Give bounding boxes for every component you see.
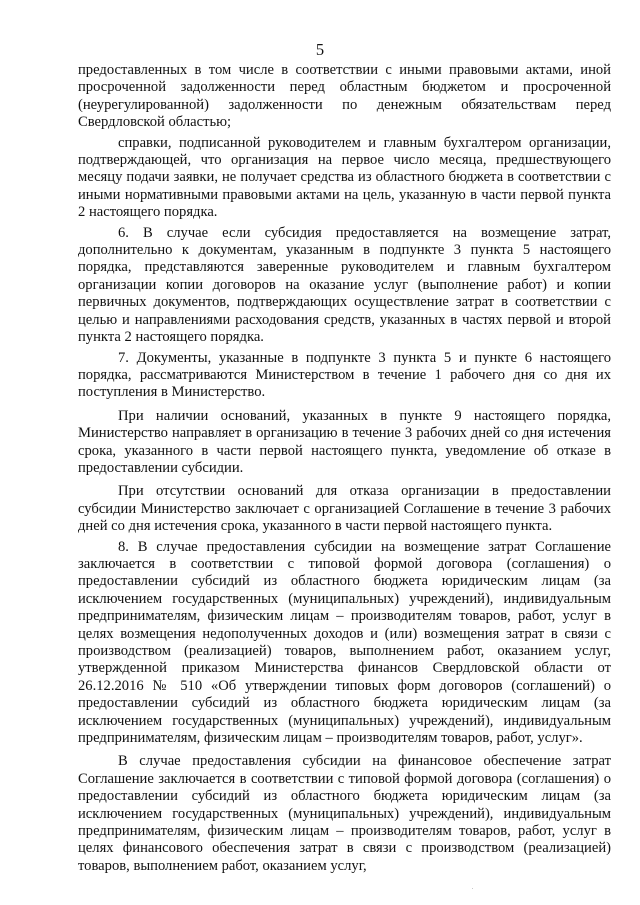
paragraph-item-8: 8. В случае предоставления субсидии на возмещение затрат Соглашение заключается в соответствии с типовой формой договора (соглашения) о предоставлении субсидий из областного бюджета юридическим лицам (за исключением государственных (муниципальных) учреждений), индивидуальным предпринимателям, физическим лицам – производителям товаров, работ, услуг в целях возмещения недополученных доходов и (или) возмещения затрат в связи с производством (реализацией) товаров, выполнением работ, оказанием услуг, утвержденной приказом Министерства финансов Свердловской области от 26.12.2016 № 510 «Об утверждении типовых форм договоров (соглашений) о предоставлении субсидий из областного бюджета юридическим лицам (за исключением государственных (муниципальных) учреждений), индивидуальным предпринимателям, физическим лицам – производителям товаров, работ, услуг». <box>78 538 611 747</box>
page-number: 5 <box>315 40 325 59</box>
paragraph-item-7: 7. Документы, указанные в подпункте 3 пункта 5 и пункте 6 настоящего порядка, рассматриваются Министерством в течение 1 рабочего дня со дня их поступления в Министерство. <box>78 349 611 401</box>
paragraph-agreement-conclusion: При отсутствии оснований для отказа организации в предоставлении субсидии Министерство заключает с организацией Соглашение в течение 3 рабочих дней со дня истечения срока, указанного в части первой настоящего пункта. <box>78 483 611 535</box>
paragraph-refusal-notice: При наличии оснований, указанных в пункте 9 настоящего порядка, Министерство направляет в организацию в течение 3 рабочих дней со дня истечения срока, указанного в части первой настоящего пункта, уведомление об отказе в предоставлении субсидии. <box>78 407 611 476</box>
paragraph-financial-support: В случае предоставления субсидии на финансовое обеспечение затрат Соглашение заключается в соответствии с типовой формой договора (соглашения) о предоставлении субсидий из областного бюджета юридическим лицам (за исключением государственных (муниципальных) учреждений), индивидуальным предпринимателям, физическим лицам – производителям товаров, работ, услуг в целях финансового обеспечения затрат в связи с производством (реализацией) товаров, выполнением работ, оказанием услуг, <box>78 753 611 874</box>
paragraph-item-6: 6. В случае если субсидия предоставляется на возмещение затрат, дополнительно к документам, указанным в подпункте 3 пункта 5 настоящего порядка, представляются заверенные руководителем и главным бухгалтером организации копии договоров на оказание услуг (выполнение работ) и копии первичных документов, подтверждающих осуществление затрат в соответствии с целью и направлениями расходования средств, указанных в частях первой и второй пункта 2 настоящего порядка. <box>78 224 611 346</box>
document-body <box>78 62 611 875</box>
paragraph-certificate: справки, подписанной руководителем и главным бухгалтером организации, подтверждающей, что организация на первое число месяца, предшествующего месяцу подачи заявки, не получает средства из областного бюджета в соответствии с иными нормативными правовыми актами на цель, указанную в части первой пункта 2 настоящего порядка. <box>78 134 611 221</box>
paragraph-continuation: предоставленных в том числе в соответствии с иными правовыми актами, иной просроченной задолженности перед областным бюджетом и просроченной (неурегулированной) задолженности по денежным обязательствам перед Свердловской областью; <box>78 62 611 131</box>
scan-speck <box>472 888 473 889</box>
